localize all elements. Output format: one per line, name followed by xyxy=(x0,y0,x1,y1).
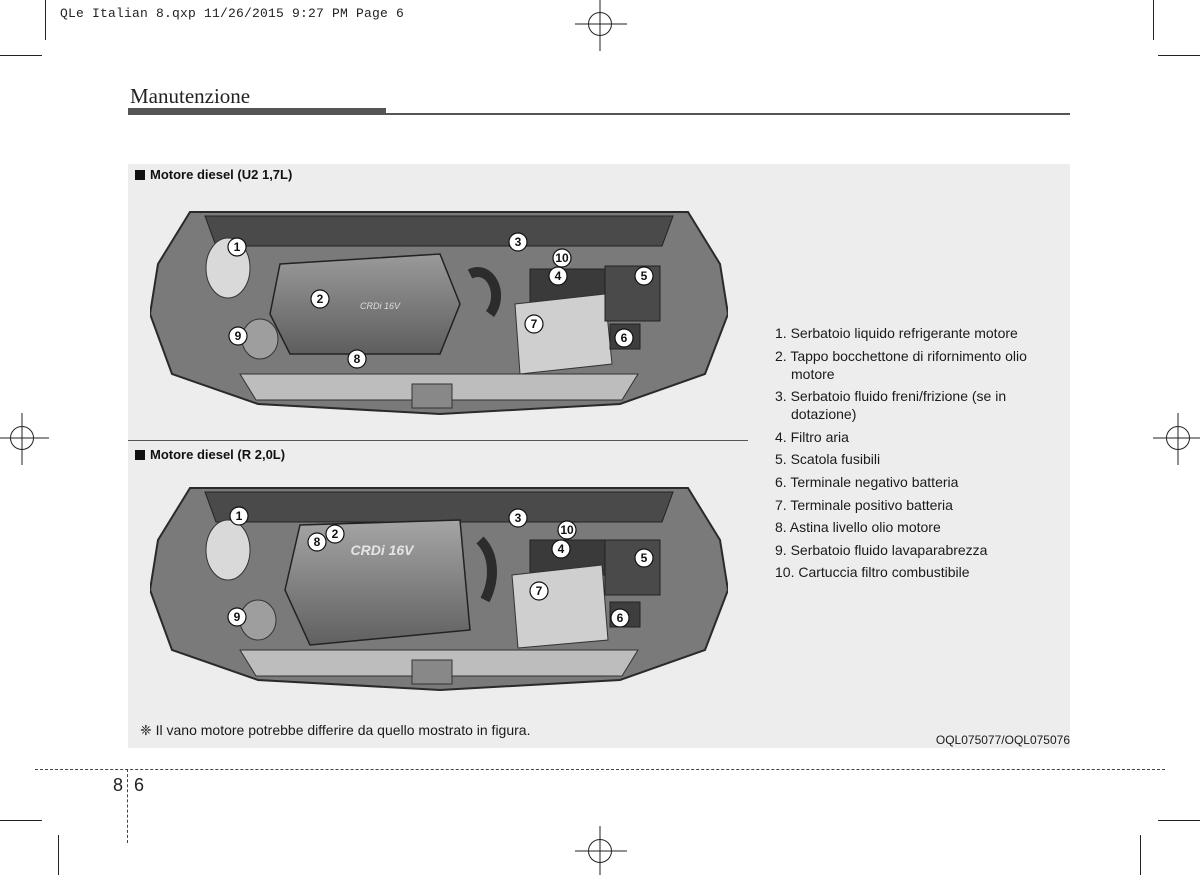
svg-text:2: 2 xyxy=(331,527,339,541)
engine-bay-illustration-u2 xyxy=(150,204,728,416)
callout-5 xyxy=(635,549,653,567)
callout-3 xyxy=(509,509,527,527)
square-bullet-icon xyxy=(135,170,145,180)
section-label-text: Motore diesel (U2 1,7L) xyxy=(150,167,293,182)
callout-9 xyxy=(228,608,246,626)
svg-text:3: 3 xyxy=(514,235,522,249)
section-label-u2 xyxy=(135,167,292,182)
engine-badge: CRDi 16V xyxy=(350,542,414,558)
title-rule-thick xyxy=(128,108,386,115)
figure-note: ❈ Il vano motore potrebbe differire da quello mostrato in figura. xyxy=(140,722,531,738)
engine-bay-illustration-r xyxy=(150,480,728,695)
svg-text:7: 7 xyxy=(535,584,543,598)
component-legend xyxy=(775,324,1065,586)
section-label-r xyxy=(135,447,285,462)
svg-text:8: 8 xyxy=(313,535,321,549)
section-label-text: Motore diesel (R 2,0L) xyxy=(150,447,286,462)
hood-latch xyxy=(412,660,452,684)
callout-5 xyxy=(635,267,653,285)
registration-mark xyxy=(10,426,34,450)
legend-item: 2. Tappo bocchettone di rifornimento olio motore xyxy=(775,347,1027,382)
svg-text:3: 3 xyxy=(514,511,522,525)
callout-8 xyxy=(308,533,326,551)
legend-item: 1. Serbatoio liquido refrigerante motore xyxy=(775,325,1018,341)
callout-6 xyxy=(611,609,629,627)
hood-latch xyxy=(412,384,452,408)
callout-10 xyxy=(553,249,571,267)
callout-4 xyxy=(552,540,570,558)
svg-text:4: 4 xyxy=(554,269,562,283)
crop-mark xyxy=(0,820,42,821)
callout-9 xyxy=(229,327,247,345)
callout-3 xyxy=(509,233,527,251)
cowl-panel xyxy=(205,216,673,246)
fuse-box xyxy=(605,540,660,595)
page-number: 6 xyxy=(134,775,145,795)
svg-text:7: 7 xyxy=(530,317,538,331)
cowl-panel xyxy=(205,492,673,522)
svg-text:10: 10 xyxy=(560,523,574,537)
svg-text:2: 2 xyxy=(316,292,324,306)
svg-text:9: 9 xyxy=(233,610,241,624)
callout-7 xyxy=(530,582,548,600)
air-filter-box xyxy=(515,294,612,374)
washer-reservoir xyxy=(242,319,278,359)
callout-6 xyxy=(615,329,633,347)
callout-8 xyxy=(348,350,366,368)
svg-text:1: 1 xyxy=(233,240,241,254)
callout-2 xyxy=(311,290,329,308)
print-header: QLe Italian 8.qxp 11/26/2015 9:27 PM Page 6 xyxy=(60,6,405,21)
legend-item: 5. Scatola fusibili xyxy=(775,451,881,468)
crop-mark xyxy=(1158,820,1200,821)
legend-item: 9. Serbatoio fluido lavaparabrezza xyxy=(775,541,988,558)
footer-dashed-separator xyxy=(127,769,128,843)
svg-text:5: 5 xyxy=(640,269,648,283)
callout-7 xyxy=(525,315,543,333)
callout-10 xyxy=(558,521,576,539)
section-divider xyxy=(128,440,748,441)
footer-dashed-rule xyxy=(35,769,1165,770)
registration-mark xyxy=(588,12,612,36)
crop-mark xyxy=(1153,0,1154,40)
crop-mark xyxy=(45,0,46,40)
svg-text:4: 4 xyxy=(557,542,565,556)
callout-1 xyxy=(228,238,246,256)
svg-text:6: 6 xyxy=(620,331,628,345)
crop-mark xyxy=(0,55,42,56)
crop-mark xyxy=(58,835,59,875)
svg-text:1: 1 xyxy=(235,509,243,523)
square-bullet-icon xyxy=(135,450,145,460)
coolant-reservoir xyxy=(206,520,250,580)
air-filter-box xyxy=(512,565,608,648)
svg-text:8: 8 xyxy=(353,352,361,366)
callout-2 xyxy=(326,525,344,543)
engine-badge: CRDi 16V xyxy=(359,301,401,311)
registration-mark xyxy=(588,839,612,863)
svg-text:5: 5 xyxy=(640,551,648,565)
legend-item: 6. Terminale negativo batteria xyxy=(775,473,959,490)
registration-mark xyxy=(1166,426,1190,450)
legend-item: 4. Filtro aria xyxy=(775,428,849,445)
chapter-number: 8 xyxy=(113,775,124,795)
svg-text:6: 6 xyxy=(616,611,624,625)
page-title: Manutenzione xyxy=(130,84,251,108)
title-rule-thin xyxy=(386,113,1070,115)
legend-item: 3. Serbatoio fluido freni/frizione (se in dotazione) xyxy=(775,388,1007,423)
crop-mark xyxy=(1158,55,1200,56)
crop-mark xyxy=(1140,835,1141,875)
legend-item: 7. Terminale positivo batteria xyxy=(775,496,953,513)
callout-1 xyxy=(230,507,248,525)
callout-4 xyxy=(549,267,567,285)
svg-text:10: 10 xyxy=(555,251,569,265)
legend-item: 10. Cartuccia filtro combustibile xyxy=(775,564,970,581)
figure-code: OQL075077/OQL075076 xyxy=(935,733,1070,747)
legend-item: 8. Astina livello olio motore xyxy=(775,519,941,536)
svg-text:9: 9 xyxy=(234,329,242,343)
